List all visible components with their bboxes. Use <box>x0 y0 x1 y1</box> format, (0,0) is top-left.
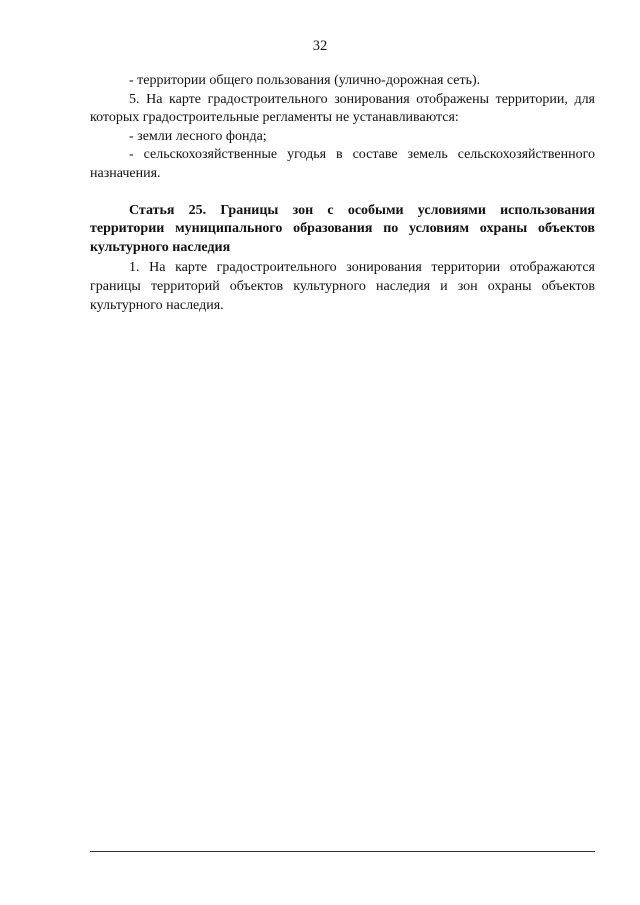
paragraph-public-territories: - территории общего пользования (улично-дорожная сеть). <box>129 73 481 88</box>
paragraph-forest-lands: - земли лесного фонда; <box>129 128 267 144</box>
footer-divider <box>90 851 595 852</box>
paragraph-item-5: 5. На карте градостроительного зонирования отображены территории, для которых градостроительные регламенты не устанавливаются: <box>90 91 595 126</box>
document-body <box>90 72 595 315</box>
article-25-paragraph-1: 1. На карте градостроительного зонирования территории отображаются границы территорий объектов культурного наследия и зон охраны объектов культурного наследия. <box>90 260 595 313</box>
article-25-heading: Статья 25. Границы зон с особыми условиями использования территории муниципального образования по условиям охраны объектов культурного наследия <box>90 202 595 255</box>
page-number: 32 <box>312 38 328 54</box>
paragraph-agricultural-lands: - сельскохозяйственные угодья в составе земель сельскохозяйственного назначения. <box>90 147 595 181</box>
